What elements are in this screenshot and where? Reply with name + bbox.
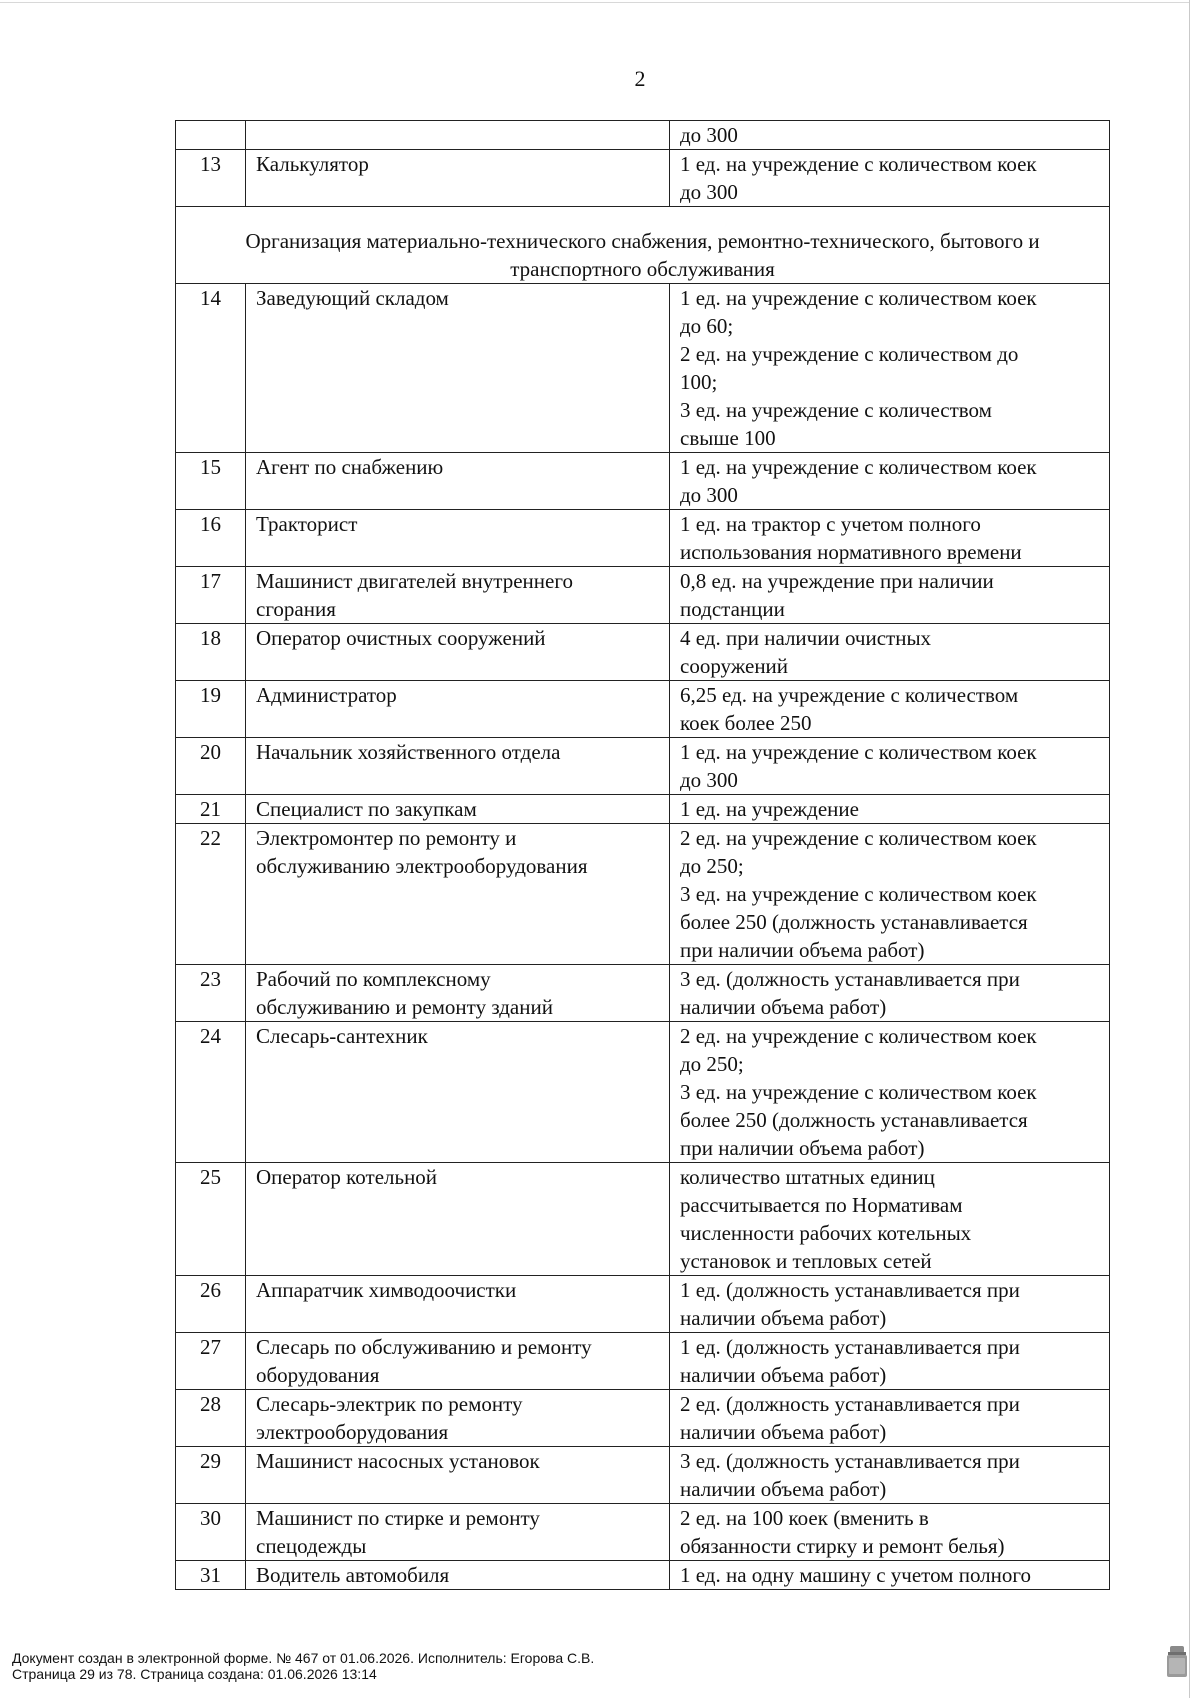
position-cell [246,121,670,150]
row-number: 31 [176,1561,246,1590]
norm-cell [670,1561,1110,1590]
position-line: Слесарь по обслуживанию и ремонту [256,1335,592,1359]
norm-line: 1 ед. на учреждение с количеством коек [680,152,1037,176]
norm-cell [670,1276,1110,1333]
position-line: Слесарь-электрик по ремонту [256,1392,523,1416]
staffing-table-body [176,121,1110,1590]
table-row [176,1163,1110,1276]
norm-line: обязанности стирку и ремонт белья) [680,1534,1005,1558]
position-cell [246,453,670,510]
position-line: Рабочий по комплексному [256,967,491,991]
table-row [176,1022,1110,1163]
norm-line: более 250 (должность устанавливается [680,1108,1028,1132]
position-line: электрооборудования [256,1420,449,1444]
row-number: 16 [176,510,246,567]
norm-line: при наличии объема работ) [680,1136,925,1160]
norm-line: при наличии объема работ) [680,938,925,962]
norm-line: 3 ед. на учреждение с количеством [680,398,992,422]
table-row [176,824,1110,965]
norm-cell [670,453,1110,510]
norm-line: 3 ед. (должность устанавливается при [680,967,1020,991]
norm-cell [670,567,1110,624]
position-cell [246,284,670,453]
norm-line: 2 ед. на учреждение с количеством до [680,342,1019,366]
position-line: Начальник хозяйственного отдела [256,740,561,764]
position-line: Электромонтер по ремонту и [256,826,517,850]
norm-line: 3 ед. (должность устанавливается при [680,1449,1020,1473]
position-line: Заведующий складом [256,286,449,310]
norm-line: наличии объема работ) [680,1477,887,1501]
row-number: 28 [176,1390,246,1447]
norm-cell [670,121,1110,150]
row-number: 14 [176,284,246,453]
norm-line: 2 ед. на учреждение с количеством коек [680,826,1037,850]
position-line: обслуживанию и ремонту зданий [256,995,553,1019]
table-row [176,567,1110,624]
row-number: 30 [176,1504,246,1561]
norm-line: 3 ед. на учреждение с количеством коек [680,882,1037,906]
norm-cell [670,681,1110,738]
norm-line: до 250; [680,854,744,878]
archive-stamp-icon [1166,1646,1188,1678]
position-cell [246,1390,670,1447]
table-row [176,1447,1110,1504]
norm-line: коек более 250 [680,711,812,735]
table-row [176,121,1110,150]
norm-line: рассчитывается по Нормативам [680,1193,963,1217]
table-row [176,453,1110,510]
norm-cell [670,510,1110,567]
section-title [176,207,1110,284]
position-line: Аппаратчик химводоочистки [256,1278,517,1302]
norm-cell [670,1163,1110,1276]
norm-cell [670,284,1110,453]
position-line: Машинист по стирке и ремонту [256,1506,540,1530]
norm-line: более 250 (должность устанавливается [680,910,1028,934]
norm-line: 6,25 ед. на учреждение с количеством [680,683,1019,707]
page-number: 2 [634,66,646,91]
table-row [176,1504,1110,1561]
position-cell [246,1504,670,1561]
norm-line: 2 ед. на учреждение с количеством коек [680,1024,1037,1048]
section-title-line: Организация материально-технического снабжения, ремонтно-технического, бытового и [245,229,1040,253]
norm-line: 1 ед. на учреждение с количеством коек [680,286,1037,310]
norm-line: 0,8 ед. на учреждение при наличии [680,569,994,593]
position-line: Машинист насосных установок [256,1449,540,1473]
table-row [176,1333,1110,1390]
position-line: Агент по снабжению [256,455,444,479]
position-cell [246,624,670,681]
table-row [176,1561,1110,1590]
norm-line: до 300 [680,123,738,147]
position-line: Специалист по закупкам [256,797,477,821]
norm-line: до 250; [680,1052,744,1076]
position-cell [246,965,670,1022]
position-line: Администратор [256,683,397,707]
table-row [176,1390,1110,1447]
position-line: Слесарь-сантехник [256,1024,428,1048]
position-cell [246,1561,670,1590]
norm-line: наличии объема работ) [680,1420,887,1444]
position-cell [246,795,670,824]
norm-line: 4 ед. при наличии очистных [680,626,932,650]
row-number: 21 [176,795,246,824]
position-line: Оператор котельной [256,1165,438,1189]
position-cell [246,1163,670,1276]
table-row [176,1276,1110,1333]
position-line: Тракторист [256,512,358,536]
position-cell [246,738,670,795]
row-number: 22 [176,824,246,965]
norm-line: до 300 [680,483,738,507]
table-row [176,624,1110,681]
norm-line: 1 ед. на учреждение с количеством коек [680,740,1037,764]
position-line: Водитель автомобиля [256,1563,450,1587]
norm-line: численности рабочих котельных [680,1221,972,1245]
position-line: Оператор очистных сооружений [256,626,546,650]
row-number: 17 [176,567,246,624]
row-number: 27 [176,1333,246,1390]
page-edge-right [1189,0,1190,1698]
row-number: 15 [176,453,246,510]
norm-line: до 60; [680,314,734,338]
norm-line: наличии объема работ) [680,995,887,1019]
position-cell [246,824,670,965]
row-number: 20 [176,738,246,795]
norm-line: 1 ед. на учреждение с количеством коек [680,455,1037,479]
staffing-table [175,120,1110,1590]
norm-line: подстанции [680,597,785,621]
norm-cell [670,150,1110,207]
row-number: 13 [176,150,246,207]
norm-cell [670,1390,1110,1447]
norm-cell [670,824,1110,965]
norm-line: 3 ед. на учреждение с количеством коек [680,1080,1037,1104]
norm-line: до 300 [680,180,738,204]
norm-line: до 300 [680,768,738,792]
norm-line: 2 ед. (должность устанавливается при [680,1392,1020,1416]
table-row [176,510,1110,567]
section-title-line: транспортного обслуживания [510,257,775,281]
norm-cell [670,738,1110,795]
norm-line: свыше 100 [680,426,776,450]
norm-line: 100; [680,370,718,394]
position-cell [246,567,670,624]
position-line: Машинист двигателей внутреннего [256,569,573,593]
norm-cell [670,1504,1110,1561]
position-cell [246,510,670,567]
document-footer [12,1650,594,1682]
table-row [176,150,1110,207]
position-line: сгорания [256,597,336,621]
norm-line: использования нормативного времени [680,540,1022,564]
norm-cell [670,965,1110,1022]
page-edge-top [0,2,1190,3]
table-row [176,681,1110,738]
footer-document-info: Документ создан в электронной форме. № 467 от 01.06.2026. Исполнитель: Егорова С.В. [12,1650,595,1666]
norm-cell [670,795,1110,824]
position-cell [246,1276,670,1333]
norm-line: 2 ед. на 100 коек (вменить в [680,1506,929,1530]
row-number: 29 [176,1447,246,1504]
norm-line: количество штатных единиц [680,1165,935,1189]
position-line: Калькулятор [256,152,369,176]
norm-line: установок и тепловых сетей [680,1249,932,1273]
row-number: 23 [176,965,246,1022]
position-cell [246,150,670,207]
position-line: спецодежды [256,1534,367,1558]
row-number [176,121,246,150]
table-row [176,795,1110,824]
position-line: оборудования [256,1363,380,1387]
row-number: 26 [176,1276,246,1333]
section-header-row [176,207,1110,284]
norm-line: 1 ед. на трактор с учетом полного [680,512,981,536]
row-number: 18 [176,624,246,681]
norm-line: 1 ед. на учреждение [680,797,859,821]
position-cell [246,681,670,738]
row-number: 19 [176,681,246,738]
row-number: 24 [176,1022,246,1163]
norm-line: 1 ед. (должность устанавливается при [680,1278,1020,1302]
table-row [176,965,1110,1022]
norm-cell [670,1333,1110,1390]
norm-line: 1 ед. (должность устанавливается при [680,1335,1020,1359]
position-line: обслуживанию электрооборудования [256,854,588,878]
norm-line: наличии объема работ) [680,1306,887,1330]
norm-cell [670,1022,1110,1163]
footer-page-info: Страница 29 из 78. Страница создана: 01.06.2026 13:14 [12,1666,377,1682]
position-cell [246,1447,670,1504]
norm-line: наличии объема работ) [680,1363,887,1387]
row-number: 25 [176,1163,246,1276]
position-cell [246,1333,670,1390]
norm-line: 1 ед. на одну машину с учетом полного [680,1563,1031,1587]
position-cell [246,1022,670,1163]
table-row [176,738,1110,795]
norm-line: сооружений [680,654,789,678]
norm-cell [670,624,1110,681]
norm-cell [670,1447,1110,1504]
table-row [176,284,1110,453]
